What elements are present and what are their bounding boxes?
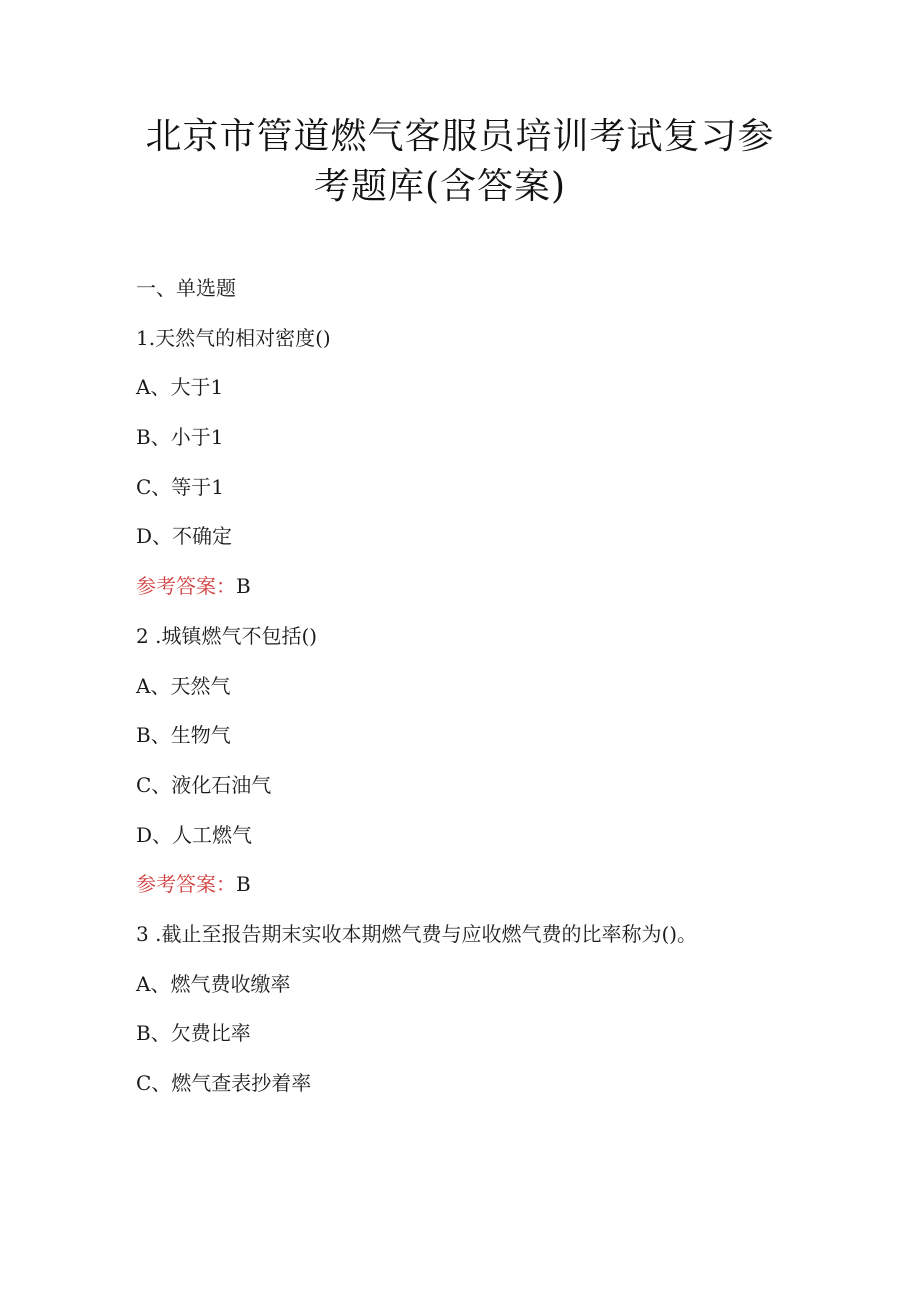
question-option: C、液化石油气	[136, 772, 272, 797]
question-option: B、生物气	[136, 723, 231, 748]
question-option: A、燃气费收缴率	[136, 971, 291, 996]
title-line-2: 考题库(含答案)	[313, 166, 567, 207]
answer-line	[136, 860, 816, 910]
title-line-1: 北京市管道燃气客服员培训考试复习参	[145, 116, 775, 157]
question-option: D、不确定	[136, 524, 233, 549]
question-option: C、等于1	[136, 474, 225, 499]
answer-line	[136, 562, 816, 612]
question-stem: 2 .城镇燃气不包括()	[136, 623, 318, 648]
section-heading: 一、单选题	[136, 276, 236, 300]
answer-value: B	[236, 574, 251, 599]
question-option: B、欠费比率	[136, 1021, 251, 1046]
question-option: B、小于1	[136, 425, 224, 450]
answer-label: 参考答案：	[136, 574, 236, 599]
question-option: A、大于1	[136, 375, 224, 400]
question-list	[136, 264, 816, 1109]
question-option: A、天然气	[136, 673, 231, 698]
question-stem: 1.天然气的相对密度()	[136, 325, 331, 350]
question-stem: 3 .截止至报告期末实收本期燃气费与应收燃气费的比率称为()。	[136, 921, 698, 946]
answer-label: 参考答案：	[136, 872, 236, 897]
document-title	[120, 112, 800, 212]
answer-value: B	[236, 872, 251, 897]
question-option: D、人工燃气	[136, 822, 253, 847]
question-option: C、燃气查表抄着率	[136, 1071, 312, 1095]
